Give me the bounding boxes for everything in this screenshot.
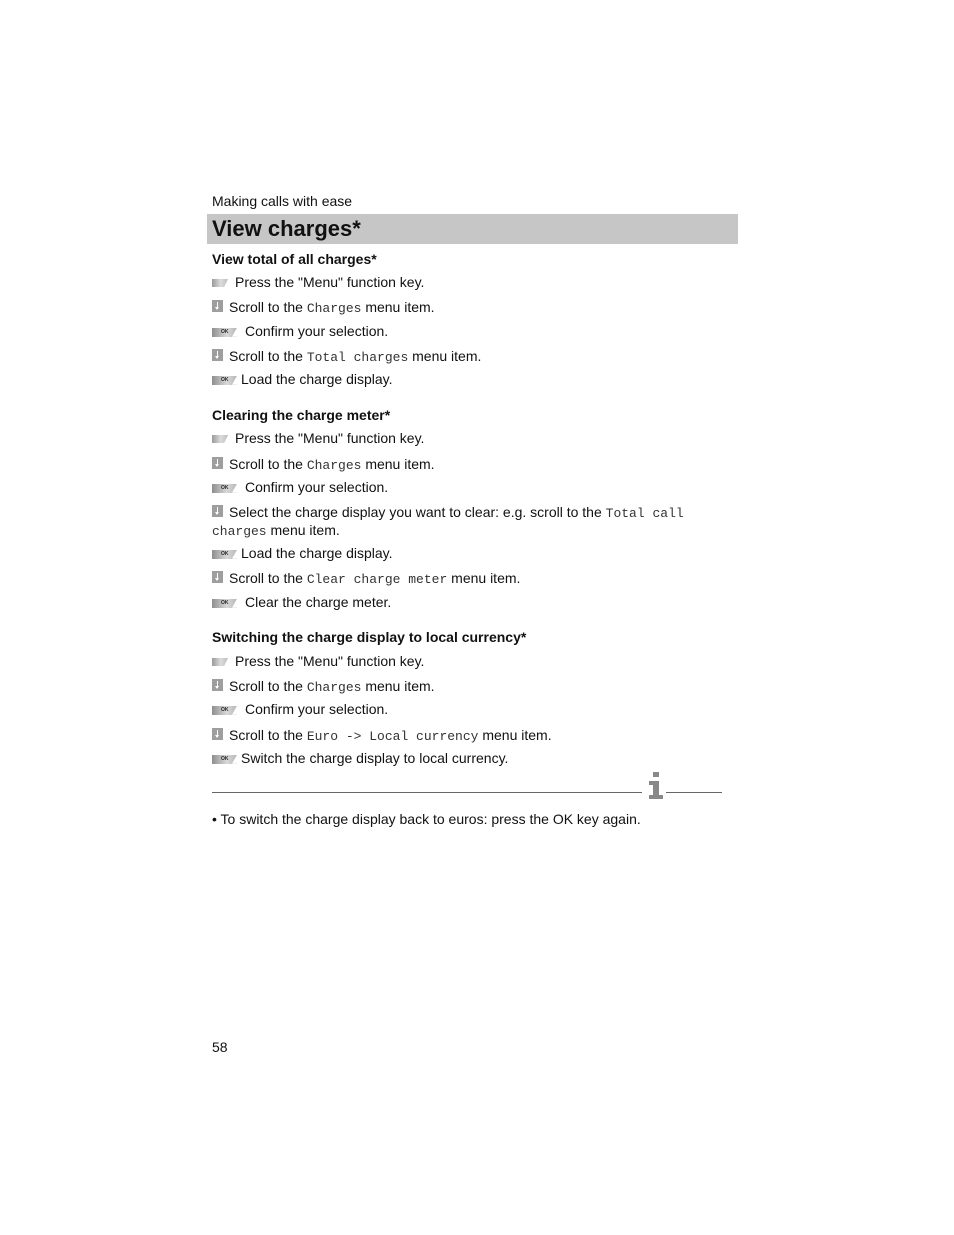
step-text: Confirm your selection. (245, 323, 389, 339)
step-text: Scroll to the (229, 348, 307, 364)
menu-key-icon (212, 279, 228, 287)
step-row (212, 274, 722, 291)
menu-key-icon (212, 435, 228, 443)
step-text: Switch the charge display to local currency. (241, 750, 509, 766)
step-text: Scroll to the (229, 678, 307, 694)
menu-item-name: Charges (306, 458, 362, 473)
ok-key-icon (212, 599, 237, 608)
step-row (212, 594, 722, 611)
step-row (212, 371, 722, 388)
scroll-key-icon (212, 505, 223, 517)
step-text: Scroll to the (229, 456, 307, 472)
step-text: Press the "Menu" function key. (235, 653, 425, 669)
step-row (212, 299, 722, 317)
step-text: menu item. (408, 348, 482, 364)
step-text: Clear the charge meter. (245, 594, 392, 610)
ok-key-icon (212, 376, 237, 385)
info-note: • To switch the charge display back to euros: press the OK key again. (212, 811, 641, 827)
ok-key-icon (212, 755, 237, 764)
step-row (212, 701, 722, 718)
step-row (212, 750, 722, 767)
step-text: Press the "Menu" function key. (235, 274, 425, 290)
step-text: Scroll to the (229, 570, 307, 586)
step-row (212, 348, 722, 366)
step-text: Load the charge display. (241, 545, 393, 561)
step-text: menu item. (478, 727, 552, 743)
step-row (212, 430, 722, 447)
step-row (212, 504, 722, 540)
menu-item-name: Euro -> Local currency (306, 729, 479, 744)
step-row (212, 545, 722, 562)
step-text: menu item. (361, 456, 435, 472)
scroll-key-icon (212, 300, 223, 312)
info-divider-right (666, 792, 722, 793)
menu-item-name: Total charges (306, 350, 409, 365)
step-text: Load the charge display. (241, 371, 393, 387)
running-head: Making calls with ease (212, 193, 353, 209)
step-text: Confirm your selection. (245, 479, 389, 495)
scroll-key-icon (212, 457, 223, 469)
page-number: 58 (212, 1039, 228, 1055)
ok-key-icon (212, 706, 237, 715)
step-row (212, 570, 722, 588)
step-row (212, 456, 722, 474)
step-text: Select the charge display you want to clear: e.g. scroll to the (229, 504, 606, 520)
step-text: menu item. (361, 299, 435, 315)
step-text: Scroll to the (229, 727, 307, 743)
step-row (212, 678, 722, 696)
ok-key-icon (212, 550, 237, 559)
section-heading: Switching the charge display to local currency* (212, 629, 527, 645)
ok-key-icon (212, 484, 237, 493)
step-row (212, 653, 722, 670)
scroll-key-icon (212, 728, 223, 740)
section-heading: Clearing the charge meter* (212, 407, 391, 423)
step-text: menu item. (266, 522, 340, 538)
scroll-key-icon (212, 679, 223, 691)
menu-item-name: Charges (306, 301, 362, 316)
step-text: Press the "Menu" function key. (235, 430, 425, 446)
step-text: Confirm your selection. (245, 701, 389, 717)
scroll-key-icon (212, 571, 223, 583)
ok-key-icon (212, 328, 237, 337)
menu-item-name: Total call charges (212, 506, 684, 539)
menu-item-name: Charges (306, 680, 362, 695)
step-text: Scroll to the (229, 299, 307, 315)
page-title: View charges* (212, 216, 361, 241)
info-divider-left (212, 792, 642, 793)
section-heading: View total of all charges* (212, 251, 377, 267)
step-row (212, 323, 722, 340)
step-row (212, 727, 722, 745)
step-text: menu item. (361, 678, 435, 694)
scroll-key-icon (212, 349, 223, 361)
step-row (212, 479, 722, 496)
menu-item-name: Clear charge meter (306, 572, 448, 587)
info-icon (645, 770, 667, 800)
title-bar (207, 214, 738, 244)
step-text: menu item. (447, 570, 521, 586)
menu-key-icon (212, 658, 228, 666)
